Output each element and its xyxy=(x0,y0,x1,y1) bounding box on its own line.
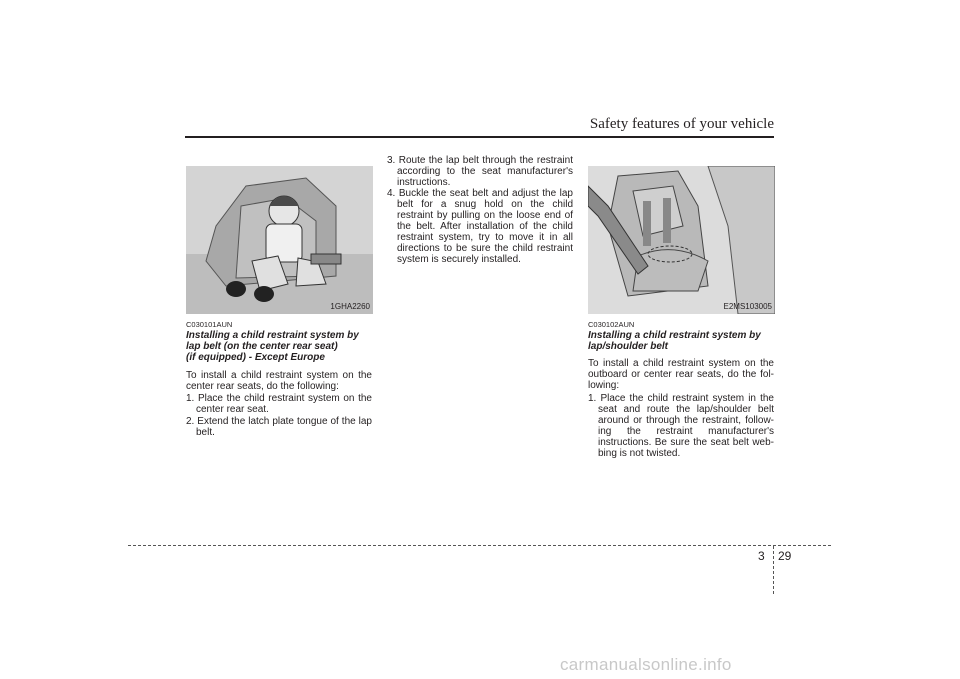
section-code: C030102AUN xyxy=(588,320,635,329)
instruction-step: 4. Buckle the seat belt and adjust the lap belt for a snug hold on the child restraint by pulling on the loose end of the belt. After installation of the child restraint system, try to move it in all directions to be sure the child restraint system is securely installed. xyxy=(387,188,573,265)
section-heading-line: lap/shoulder belt xyxy=(588,341,669,352)
section-heading xyxy=(186,330,386,363)
header-rule xyxy=(185,136,774,138)
instruction-step: 2. Extend the latch plate tongue of the lap belt. xyxy=(186,416,372,438)
instruction-step: 3. Route the lap belt through the restraint according to the seat manufacturer's instructions. xyxy=(387,155,573,188)
child-seat-lap-shoulder-belt-illustration xyxy=(588,166,775,314)
chapter-number: 3 xyxy=(758,549,765,563)
section-heading-line: lap belt (on the center rear seat) xyxy=(186,341,338,352)
instruction-step: 1. Place the child restraint system in the seat and route the lap/shoulder belt around or through the restraint, follow-ing the restraint manufacturer's instructions. Be sure the seat belt web-bing is not twisted. xyxy=(588,393,774,459)
footer-dashed-rule xyxy=(128,545,831,546)
section-heading-line: (if equipped) - Except Europe xyxy=(186,352,325,363)
section-heading-line: Installing a child restraint system by xyxy=(588,330,761,341)
page-header-title: Safety features of your vehicle xyxy=(589,116,774,132)
footer-dashed-divider xyxy=(773,546,774,594)
section-code: C030101AUN xyxy=(186,320,233,329)
figure-code-left: 1GHA2260 xyxy=(330,302,370,311)
section-heading-line: Installing a child restraint system by xyxy=(186,330,359,341)
watermark-text: carmanualsonline.info xyxy=(560,655,732,674)
figure-code-right: E2MS103005 xyxy=(723,302,772,311)
child-booster-seat-illustration xyxy=(186,166,373,314)
section-intro: To install a child restraint system on the outboard or center rear seats, do the fol-lowing: xyxy=(588,358,774,391)
page-number: 29 xyxy=(778,549,792,563)
section-heading xyxy=(588,330,788,352)
instruction-step: 1. Place the child restraint system on the center rear seat. xyxy=(186,393,372,415)
section-intro: To install a child restraint system on the center rear seats, do the following: xyxy=(186,370,372,392)
